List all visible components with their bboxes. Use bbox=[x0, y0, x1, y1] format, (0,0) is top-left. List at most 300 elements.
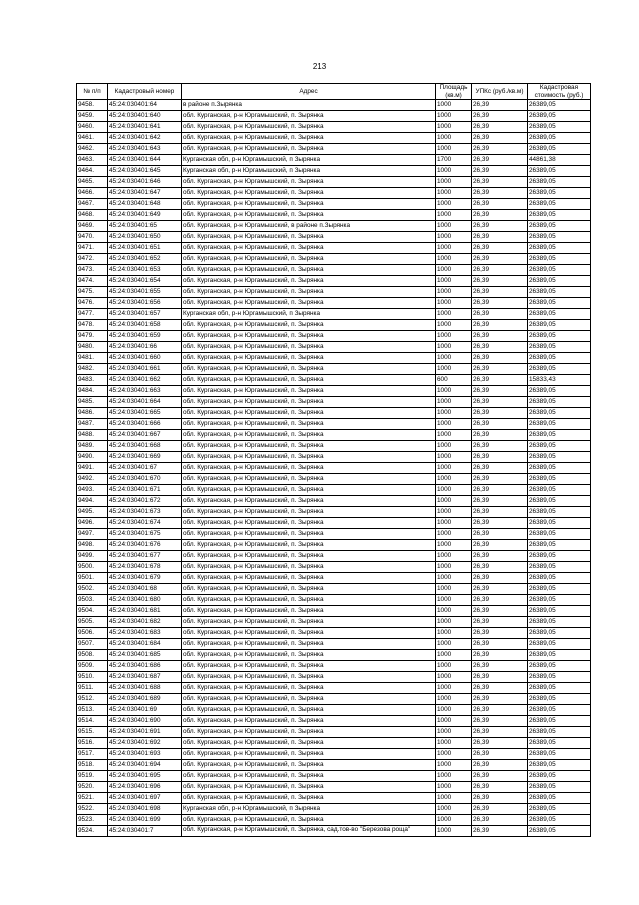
row-number: 9472. bbox=[77, 254, 108, 265]
upks: 26,39 bbox=[472, 100, 528, 111]
area: 1000 bbox=[436, 573, 472, 584]
cadastral-value: 26389,05 bbox=[528, 749, 591, 760]
cadastral-value: 26389,05 bbox=[528, 188, 591, 199]
row-number: 9477. bbox=[77, 309, 108, 320]
row-number: 9519. bbox=[77, 771, 108, 782]
cadastral-value: 26389,05 bbox=[528, 804, 591, 815]
upks: 26,39 bbox=[472, 386, 528, 397]
cadastral-value: 26389,05 bbox=[528, 518, 591, 529]
row-number: 9515. bbox=[77, 727, 108, 738]
cadastral-number: 45:24:030401:671 bbox=[108, 485, 182, 496]
cadastral-number: 45:24:030401:698 bbox=[108, 804, 182, 815]
row-number: 9478. bbox=[77, 320, 108, 331]
cadastral-number: 45:24:030401:677 bbox=[108, 551, 182, 562]
area: 1000 bbox=[436, 672, 472, 683]
address: обл. Курганская, р-н Юргамышский, п. Зырянка bbox=[182, 738, 436, 749]
address: обл. Курганская, р-н Юргамышский, п. Зырянка bbox=[182, 463, 436, 474]
upks: 26,39 bbox=[472, 771, 528, 782]
cadastral-number: 45:24:030401:642 bbox=[108, 133, 182, 144]
area: 1000 bbox=[436, 430, 472, 441]
cadastral-value: 26389,05 bbox=[528, 639, 591, 650]
cadastral-value: 26389,05 bbox=[528, 342, 591, 353]
row-number: 9494. bbox=[77, 496, 108, 507]
area: 1000 bbox=[436, 265, 472, 276]
row-number: 9490. bbox=[77, 452, 108, 463]
address: обл. Курганская, р-н Юргамышский, п. Зырянка bbox=[182, 386, 436, 397]
cadastral-number: 45:24:030401:687 bbox=[108, 672, 182, 683]
area: 1000 bbox=[436, 485, 472, 496]
cadastral-value: 26389,05 bbox=[528, 485, 591, 496]
cadastral-value: 44861,38 bbox=[528, 155, 591, 166]
cadastral-value: 26389,05 bbox=[528, 628, 591, 639]
area: 1000 bbox=[436, 111, 472, 122]
cadastral-value: 26389,05 bbox=[528, 441, 591, 452]
header-area: Площадь (кв.м) bbox=[436, 84, 472, 100]
upks: 26,39 bbox=[472, 507, 528, 518]
address: обл. Курганская, р-н Юргамышский, п. Зырянка bbox=[182, 782, 436, 793]
cadastral-value: 26389,05 bbox=[528, 650, 591, 661]
upks: 26,39 bbox=[472, 595, 528, 606]
cadastral-number: 45:24:030401:679 bbox=[108, 573, 182, 584]
address: обл. Курганская, р-н Юргамышский, п. Зырянка bbox=[182, 265, 436, 276]
upks: 26,39 bbox=[472, 474, 528, 485]
cadastral-value: 26389,05 bbox=[528, 309, 591, 320]
area: 1000 bbox=[436, 221, 472, 232]
cadastral-value: 26389,05 bbox=[528, 551, 591, 562]
upks: 26,39 bbox=[472, 375, 528, 386]
row-number: 9469. bbox=[77, 221, 108, 232]
address: обл. Курганская, р-н Юргамышский, п. Зырянка bbox=[182, 617, 436, 628]
row-number: 9522. bbox=[77, 804, 108, 815]
upks: 26,39 bbox=[472, 111, 528, 122]
row-number: 9524. bbox=[77, 826, 108, 837]
area: 1000 bbox=[436, 826, 472, 837]
table-row bbox=[77, 177, 591, 188]
area: 1000 bbox=[436, 540, 472, 551]
area: 1000 bbox=[436, 562, 472, 573]
cadastral-value: 26389,05 bbox=[528, 419, 591, 430]
cadastral-number: 45:24:030401:647 bbox=[108, 188, 182, 199]
upks: 26,39 bbox=[472, 650, 528, 661]
address: обл. Курганская, р-н Юргамышский, п. Зырянка bbox=[182, 474, 436, 485]
cadastral-value: 26389,05 bbox=[528, 793, 591, 804]
row-number: 9509. bbox=[77, 661, 108, 672]
upks: 26,39 bbox=[472, 749, 528, 760]
row-number: 9488. bbox=[77, 430, 108, 441]
area: 1000 bbox=[436, 386, 472, 397]
row-number: 9474. bbox=[77, 276, 108, 287]
row-number: 9486. bbox=[77, 408, 108, 419]
row-number: 9518. bbox=[77, 760, 108, 771]
table-row bbox=[77, 144, 591, 155]
cadastral-value: 26389,05 bbox=[528, 815, 591, 826]
table-row bbox=[77, 716, 591, 727]
table-row bbox=[77, 364, 591, 375]
area: 1000 bbox=[436, 287, 472, 298]
table-row bbox=[77, 386, 591, 397]
upks: 26,39 bbox=[472, 463, 528, 474]
address: обл. Курганская, р-н Юргамышский, п. Зырянка bbox=[182, 639, 436, 650]
address: обл. Курганская, р-н Юргамышский, в районе п.Зырянка bbox=[182, 221, 436, 232]
address: обл. Курганская, р-н Юргамышский, п. Зырянка bbox=[182, 111, 436, 122]
area: 1000 bbox=[436, 276, 472, 287]
row-number: 9499. bbox=[77, 551, 108, 562]
row-number: 9468. bbox=[77, 210, 108, 221]
cadastral-value: 26389,05 bbox=[528, 507, 591, 518]
cadastral-number: 45:24:030401:661 bbox=[108, 364, 182, 375]
table-row bbox=[77, 155, 591, 166]
table-row bbox=[77, 815, 591, 826]
cadastral-value: 26389,05 bbox=[528, 177, 591, 188]
cadastral-value: 26389,05 bbox=[528, 474, 591, 485]
area: 1000 bbox=[436, 254, 472, 265]
upks: 26,39 bbox=[472, 353, 528, 364]
address: обл. Курганская, р-н Юргамышский, п. Зырянка bbox=[182, 430, 436, 441]
address: обл. Курганская, р-н Юргамышский, п. Зырянка bbox=[182, 496, 436, 507]
address: обл. Курганская, р-н Юргамышский, п. Зырянка bbox=[182, 815, 436, 826]
header-cadastral-number: Кадастровый номер bbox=[108, 84, 182, 100]
row-number: 9510. bbox=[77, 672, 108, 683]
address: обл. Курганская, р-н Юргамышский, п. Зырянка bbox=[182, 199, 436, 210]
cadastral-number: 45:24:030401:690 bbox=[108, 716, 182, 727]
cadastral-number: 45:24:030401:64 bbox=[108, 100, 182, 111]
table-row bbox=[77, 221, 591, 232]
table-row bbox=[77, 639, 591, 650]
address: обл. Курганская, р-н Юргамышский, п. Зырянка bbox=[182, 485, 436, 496]
table-row bbox=[77, 562, 591, 573]
upks: 26,39 bbox=[472, 254, 528, 265]
area: 1000 bbox=[436, 661, 472, 672]
cadastral-number: 45:24:030401:656 bbox=[108, 298, 182, 309]
upks: 26,39 bbox=[472, 243, 528, 254]
cadastral-value-table bbox=[76, 83, 591, 837]
table-row bbox=[77, 397, 591, 408]
cadastral-value: 26389,05 bbox=[528, 529, 591, 540]
cadastral-number: 45:24:030401:641 bbox=[108, 122, 182, 133]
area: 1000 bbox=[436, 320, 472, 331]
area: 1000 bbox=[436, 793, 472, 804]
address: Курганская обл, р-н Юргамышский, п Зырянка bbox=[182, 309, 436, 320]
row-number: 9511. bbox=[77, 683, 108, 694]
upks: 26,39 bbox=[472, 584, 528, 595]
address: обл. Курганская, р-н Юргамышский, п. Зырянка bbox=[182, 661, 436, 672]
upks: 26,39 bbox=[472, 617, 528, 628]
row-number: 9504. bbox=[77, 606, 108, 617]
cadastral-number: 45:24:030401:68 bbox=[108, 584, 182, 595]
cadastral-value: 26389,05 bbox=[528, 595, 591, 606]
area: 1000 bbox=[436, 441, 472, 452]
cadastral-number: 45:24:030401:651 bbox=[108, 243, 182, 254]
cadastral-number: 45:24:030401:654 bbox=[108, 276, 182, 287]
address: обл. Курганская, р-н Юргамышский, п. Зырянка bbox=[182, 320, 436, 331]
cadastral-value: 26389,05 bbox=[528, 463, 591, 474]
area: 1000 bbox=[436, 166, 472, 177]
table-row bbox=[77, 452, 591, 463]
cadastral-number: 45:24:030401:697 bbox=[108, 793, 182, 804]
area: 1000 bbox=[436, 507, 472, 518]
upks: 26,39 bbox=[472, 144, 528, 155]
row-number: 9513. bbox=[77, 705, 108, 716]
address: обл. Курганская, р-н Юргамышский, п. Зырянка, сад.тов-во "Березова роща" bbox=[182, 826, 436, 837]
address: обл. Курганская, р-н Юргамышский, п. Зырянка bbox=[182, 551, 436, 562]
row-number: 9508. bbox=[77, 650, 108, 661]
upks: 26,39 bbox=[472, 364, 528, 375]
table-row bbox=[77, 408, 591, 419]
cadastral-value: 26389,05 bbox=[528, 782, 591, 793]
cadastral-number: 45:24:030401:667 bbox=[108, 430, 182, 441]
address: обл. Курганская, р-н Юргамышский, п. Зырянка bbox=[182, 441, 436, 452]
table-row bbox=[77, 188, 591, 199]
cadastral-value: 26389,05 bbox=[528, 265, 591, 276]
cadastral-number: 45:24:030401:640 bbox=[108, 111, 182, 122]
cadastral-value: 26389,05 bbox=[528, 331, 591, 342]
table-row bbox=[77, 617, 591, 628]
cadastral-value: 26389,05 bbox=[528, 397, 591, 408]
row-number: 9492. bbox=[77, 474, 108, 485]
row-number: 9467. bbox=[77, 199, 108, 210]
cadastral-number: 45:24:030401:680 bbox=[108, 595, 182, 606]
area: 1000 bbox=[436, 177, 472, 188]
upks: 26,39 bbox=[472, 562, 528, 573]
cadastral-value: 26389,05 bbox=[528, 133, 591, 144]
address: обл. Курганская, р-н Юргамышский, п. Зырянка bbox=[182, 584, 436, 595]
address: обл. Курганская, р-н Юргамышский, п. Зырянка bbox=[182, 749, 436, 760]
cadastral-number: 45:24:030401:674 bbox=[108, 518, 182, 529]
table-row bbox=[77, 243, 591, 254]
cadastral-value: 26389,05 bbox=[528, 573, 591, 584]
upks: 26,39 bbox=[472, 727, 528, 738]
address: Курганская обл, р-н Юргамышский, п Зырянка bbox=[182, 166, 436, 177]
table-row bbox=[77, 727, 591, 738]
cadastral-value: 26389,05 bbox=[528, 760, 591, 771]
area: 1000 bbox=[436, 650, 472, 661]
address: обл. Курганская, р-н Юргамышский, п. Зырянка bbox=[182, 122, 436, 133]
upks: 26,39 bbox=[472, 155, 528, 166]
upks: 26,39 bbox=[472, 133, 528, 144]
upks: 26,39 bbox=[472, 210, 528, 221]
address: обл. Курганская, р-н Юргамышский, п. Зырянка bbox=[182, 331, 436, 342]
upks: 26,39 bbox=[472, 705, 528, 716]
address: обл. Курганская, р-н Юргамышский, п. Зырянка bbox=[182, 562, 436, 573]
table-row bbox=[77, 287, 591, 298]
row-number: 9480. bbox=[77, 342, 108, 353]
table-row bbox=[77, 672, 591, 683]
upks: 26,39 bbox=[472, 672, 528, 683]
cadastral-number: 45:24:030401:684 bbox=[108, 639, 182, 650]
address: обл. Курганская, р-н Юргамышский, п. Зырянка bbox=[182, 716, 436, 727]
cadastral-number: 45:24:030401:664 bbox=[108, 397, 182, 408]
table-row bbox=[77, 584, 591, 595]
area: 1000 bbox=[436, 100, 472, 111]
upks: 26,39 bbox=[472, 782, 528, 793]
cadastral-value: 26389,05 bbox=[528, 144, 591, 155]
row-number: 9463. bbox=[77, 155, 108, 166]
address: обл. Курганская, р-н Юргамышский, п. Зырянка bbox=[182, 793, 436, 804]
table-row bbox=[77, 826, 591, 837]
cadastral-value: 26389,05 bbox=[528, 430, 591, 441]
upks: 26,39 bbox=[472, 320, 528, 331]
row-number: 9466. bbox=[77, 188, 108, 199]
row-number: 9493. bbox=[77, 485, 108, 496]
upks: 26,39 bbox=[472, 815, 528, 826]
row-number: 9487. bbox=[77, 419, 108, 430]
upks: 26,39 bbox=[472, 397, 528, 408]
upks: 26,39 bbox=[472, 540, 528, 551]
cadastral-value: 26389,05 bbox=[528, 826, 591, 837]
table-row bbox=[77, 474, 591, 485]
upks: 26,39 bbox=[472, 639, 528, 650]
upks: 26,39 bbox=[472, 793, 528, 804]
header-number: № п/п bbox=[77, 84, 108, 100]
upks: 26,39 bbox=[472, 760, 528, 771]
area: 1000 bbox=[436, 342, 472, 353]
address: обл. Курганская, р-н Юргамышский, п. Зырянка bbox=[182, 650, 436, 661]
area: 1000 bbox=[436, 309, 472, 320]
row-number: 9471. bbox=[77, 243, 108, 254]
upks: 26,39 bbox=[472, 606, 528, 617]
cadastral-number: 45:24:030401:659 bbox=[108, 331, 182, 342]
table-body bbox=[77, 100, 591, 837]
address: обл. Курганская, р-н Юргамышский, п. Зырянка bbox=[182, 232, 436, 243]
area: 1000 bbox=[436, 694, 472, 705]
area: 1000 bbox=[436, 705, 472, 716]
table-row bbox=[77, 661, 591, 672]
row-number: 9507. bbox=[77, 639, 108, 650]
upks: 26,39 bbox=[472, 452, 528, 463]
header-cadastral-value: Кадастровая стоимость (руб.) bbox=[528, 84, 591, 100]
row-number: 9481. bbox=[77, 353, 108, 364]
area: 1000 bbox=[436, 815, 472, 826]
area: 1000 bbox=[436, 617, 472, 628]
row-number: 9496. bbox=[77, 518, 108, 529]
table-row bbox=[77, 254, 591, 265]
cadastral-value: 26389,05 bbox=[528, 496, 591, 507]
address: обл. Курганская, р-н Юргамышский, п. Зырянка bbox=[182, 573, 436, 584]
row-number: 9520. bbox=[77, 782, 108, 793]
upks: 26,39 bbox=[472, 166, 528, 177]
cadastral-number: 45:24:030401:663 bbox=[108, 386, 182, 397]
cadastral-number: 45:24:030401:662 bbox=[108, 375, 182, 386]
area: 1700 bbox=[436, 155, 472, 166]
row-number: 9459. bbox=[77, 111, 108, 122]
address: обл. Курганская, р-н Юргамышский, п. Зырянка bbox=[182, 760, 436, 771]
address: обл. Курганская, р-н Юргамышский, п. Зырянка bbox=[182, 606, 436, 617]
cadastral-value: 26389,05 bbox=[528, 276, 591, 287]
address: Курганская обл, р-н Юргамышский, п Зырянка bbox=[182, 155, 436, 166]
cadastral-number: 45:24:030401:693 bbox=[108, 749, 182, 760]
address: обл. Курганская, р-н Юргамышский, п. Зырянка bbox=[182, 397, 436, 408]
row-number: 9479. bbox=[77, 331, 108, 342]
row-number: 9495. bbox=[77, 507, 108, 518]
table-row bbox=[77, 804, 591, 815]
cadastral-number: 45:24:030401:655 bbox=[108, 287, 182, 298]
cadastral-value: 26389,05 bbox=[528, 386, 591, 397]
upks: 26,39 bbox=[472, 485, 528, 496]
cadastral-value: 26389,05 bbox=[528, 727, 591, 738]
upks: 26,39 bbox=[472, 309, 528, 320]
cadastral-number: 45:24:030401:65 bbox=[108, 221, 182, 232]
table-row bbox=[77, 463, 591, 474]
row-number: 9506. bbox=[77, 628, 108, 639]
table-row bbox=[77, 529, 591, 540]
area: 1000 bbox=[436, 749, 472, 760]
header-upks: УПКс (руб./кв.м) bbox=[472, 84, 528, 100]
upks: 26,39 bbox=[472, 342, 528, 353]
row-number: 9517. bbox=[77, 749, 108, 760]
upks: 26,39 bbox=[472, 683, 528, 694]
cadastral-value: 26389,05 bbox=[528, 738, 591, 749]
table-row bbox=[77, 353, 591, 364]
table-row bbox=[77, 738, 591, 749]
table-row bbox=[77, 133, 591, 144]
cadastral-number: 45:24:030401:7 bbox=[108, 826, 182, 837]
cadastral-value: 26389,05 bbox=[528, 771, 591, 782]
address: Курганская обл, р-н Юргамышский, п Зырянка bbox=[182, 804, 436, 815]
table-row bbox=[77, 551, 591, 562]
area: 1000 bbox=[436, 628, 472, 639]
cadastral-number: 45:24:030401:678 bbox=[108, 562, 182, 573]
row-number: 9476. bbox=[77, 298, 108, 309]
table-row bbox=[77, 430, 591, 441]
table-row bbox=[77, 518, 591, 529]
area: 1000 bbox=[436, 760, 472, 771]
area: 1000 bbox=[436, 243, 472, 254]
address: обл. Курганская, р-н Юргамышский, п. Зырянка bbox=[182, 507, 436, 518]
upks: 26,39 bbox=[472, 573, 528, 584]
table-row bbox=[77, 122, 591, 133]
address: обл. Курганская, р-н Юргамышский, п. Зырянка bbox=[182, 419, 436, 430]
address: обл. Курганская, р-н Юргамышский, п. Зырянка bbox=[182, 298, 436, 309]
cadastral-number: 45:24:030401:644 bbox=[108, 155, 182, 166]
table-row bbox=[77, 199, 591, 210]
cadastral-value: 26389,05 bbox=[528, 606, 591, 617]
upks: 26,39 bbox=[472, 298, 528, 309]
address: обл. Курганская, р-н Юргамышский, п. Зырянка bbox=[182, 144, 436, 155]
cadastral-number: 45:24:030401:650 bbox=[108, 232, 182, 243]
row-number: 9497. bbox=[77, 529, 108, 540]
table-row bbox=[77, 298, 591, 309]
upks: 26,39 bbox=[472, 518, 528, 529]
address: обл. Курганская, р-н Юргамышский, п. Зырянка bbox=[182, 276, 436, 287]
area: 1000 bbox=[436, 232, 472, 243]
cadastral-value: 26389,05 bbox=[528, 617, 591, 628]
table-row bbox=[77, 100, 591, 111]
upks: 26,39 bbox=[472, 232, 528, 243]
area: 1000 bbox=[436, 408, 472, 419]
cadastral-value: 26389,05 bbox=[528, 254, 591, 265]
upks: 26,39 bbox=[472, 177, 528, 188]
table-row bbox=[77, 485, 591, 496]
address: обл. Курганская, р-н Юргамышский, п. Зырянка bbox=[182, 408, 436, 419]
upks: 26,39 bbox=[472, 221, 528, 232]
cadastral-number: 45:24:030401:672 bbox=[108, 496, 182, 507]
table-row bbox=[77, 331, 591, 342]
area: 1000 bbox=[436, 474, 472, 485]
table-row bbox=[77, 694, 591, 705]
address: обл. Курганская, р-н Юргамышский, п. Зырянка bbox=[182, 595, 436, 606]
cadastral-value: 26389,05 bbox=[528, 320, 591, 331]
upks: 26,39 bbox=[472, 716, 528, 727]
table-row bbox=[77, 782, 591, 793]
table-row bbox=[77, 628, 591, 639]
cadastral-value: 26389,05 bbox=[528, 540, 591, 551]
cadastral-number: 45:24:030401:643 bbox=[108, 144, 182, 155]
area: 1000 bbox=[436, 144, 472, 155]
cadastral-number: 45:24:030401:69 bbox=[108, 705, 182, 716]
table-row bbox=[77, 342, 591, 353]
cadastral-number: 45:24:030401:646 bbox=[108, 177, 182, 188]
row-number: 9470. bbox=[77, 232, 108, 243]
